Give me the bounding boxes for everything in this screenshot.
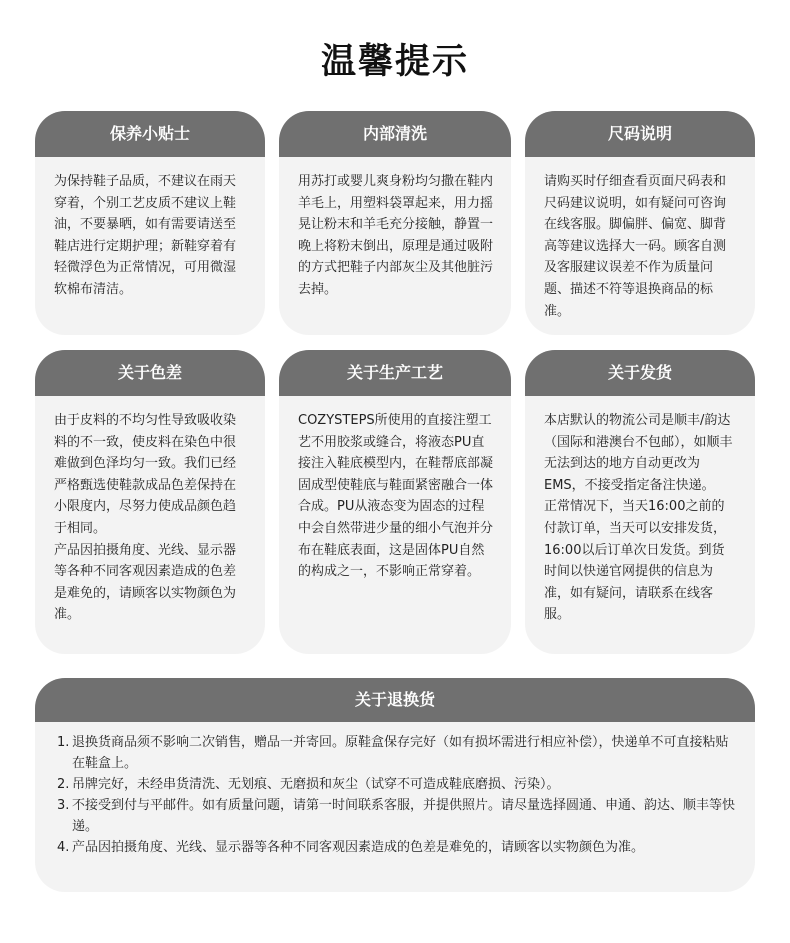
card-paragraph: 正常情况下，当天16:00之前的付款订单，当天可以安排发货，16:00以后订单次日发货。到货时间以快递官网提供的信息为准，如有疑问，请联系在线客服。 xyxy=(544,499,727,623)
card-body xyxy=(35,722,755,858)
card-body xyxy=(35,157,265,301)
returns-list xyxy=(57,732,739,858)
list-item xyxy=(57,837,739,858)
card-paragraph: COZYSTEPS所使用的直接注塑工艺不用胶浆或缝合，将液态PU直接注入鞋底模型内，在鞋帮底部凝固成型使鞋底与鞋面紧密融合一体合成。PU从液态变为固态的过程中会自然带进少量的细小气泡并分布在鞋底表面，这是固体PU自然的构成之一，不影响正常穿着。 xyxy=(298,413,494,580)
card-body xyxy=(279,157,511,301)
card-paragraph: 用苏打或婴儿爽身粉均匀撒在鞋内羊毛上，用塑料袋罩起来，用力摇晃让粉末和羊毛充分接触，静置一晚上将粉末倒出，原理是通过吸附的方式把鞋子内部灰尘及其他脏污去掉。 xyxy=(298,174,494,297)
card-heading: 尺码说明 xyxy=(525,111,755,157)
card-paragraph: 为保持鞋子品质，不建议在雨天穿着，个别工艺皮质不建议上鞋油，不要暴晒，如有需要请送至鞋店进行定期护理；新鞋穿着有轻微浮色为正常情况，可用微湿软棉布清洁。 xyxy=(54,174,237,297)
card-body xyxy=(525,157,755,322)
list-number: 2. xyxy=(57,777,70,792)
card-heading: 保养小贴士 xyxy=(35,111,265,157)
card-size-guide xyxy=(525,111,755,335)
list-item xyxy=(57,774,739,795)
list-number: 1. xyxy=(57,735,70,750)
list-text: 不接受到付与平邮件。如有质量问题，请第一时间联系客服，并提供照片。请尽量选择圆通、申通、韵达、顺丰等快递。 xyxy=(72,798,736,834)
list-item xyxy=(57,732,739,774)
card-body xyxy=(279,396,511,583)
card-paragraph: 产品因拍摄角度、光线、显示器等各种不同客观因素造成的色差是难免的，请顾客以实物颜色为准。 xyxy=(54,542,237,623)
card-paragraph: 由于皮料的不均匀性导致吸收染料的不一致，使皮料在染色中很难做到色泽均匀一致。我们已经严格甄选使鞋款成品色差保持在小限度内，尽努力使成品颜色趋于相同。 xyxy=(54,413,237,536)
card-heading: 关于退换货 xyxy=(35,678,755,722)
card-heading: 关于发货 xyxy=(525,350,755,396)
card-shipping xyxy=(525,350,755,654)
card-paragraph: 请购买时仔细查看页面尺码表和尺码建议说明，如有疑问可咨询在线客服。脚偏胖、偏宽、脚背高等建议选择大一码。顾客自测及客服建议误差不作为质量问题、描述不符等退换商品的标准。 xyxy=(544,174,727,319)
card-body xyxy=(525,396,755,626)
card-heading: 关于生产工艺 xyxy=(279,350,511,396)
card-care-tips xyxy=(35,111,265,335)
card-returns xyxy=(35,678,755,892)
card-body xyxy=(35,396,265,626)
card-heading: 内部清洗 xyxy=(279,111,511,157)
list-item xyxy=(57,795,739,837)
page-title: 温馨提示 xyxy=(320,42,469,82)
card-production-process xyxy=(279,350,511,654)
list-number: 3. xyxy=(57,798,70,813)
card-paragraph: 本店默认的物流公司是顺丰/韵达（国际和港澳台不包邮），如顺丰无法到达的地方自动更改为EMS，不接受指定备注快递。 xyxy=(544,413,733,493)
card-color-difference xyxy=(35,350,265,654)
list-text: 退换货商品须不影响二次销售，赠品一并寄回。原鞋盒保存完好（如有损坏需进行相应补偿），快递单不可直接粘贴在鞋盒上。 xyxy=(72,735,729,771)
list-text: 产品因拍摄角度、光线、显示器等各种不同客观因素造成的色差是难免的，请顾客以实物颜色为准。 xyxy=(72,840,645,855)
card-interior-cleaning xyxy=(279,111,511,335)
list-text: 吊牌完好，未经串货清洗、无划痕、无磨损和灰尘（试穿不可造成鞋底磨损、污染）。 xyxy=(72,777,560,792)
card-heading: 关于色差 xyxy=(35,350,265,396)
list-number: 4. xyxy=(57,840,70,855)
